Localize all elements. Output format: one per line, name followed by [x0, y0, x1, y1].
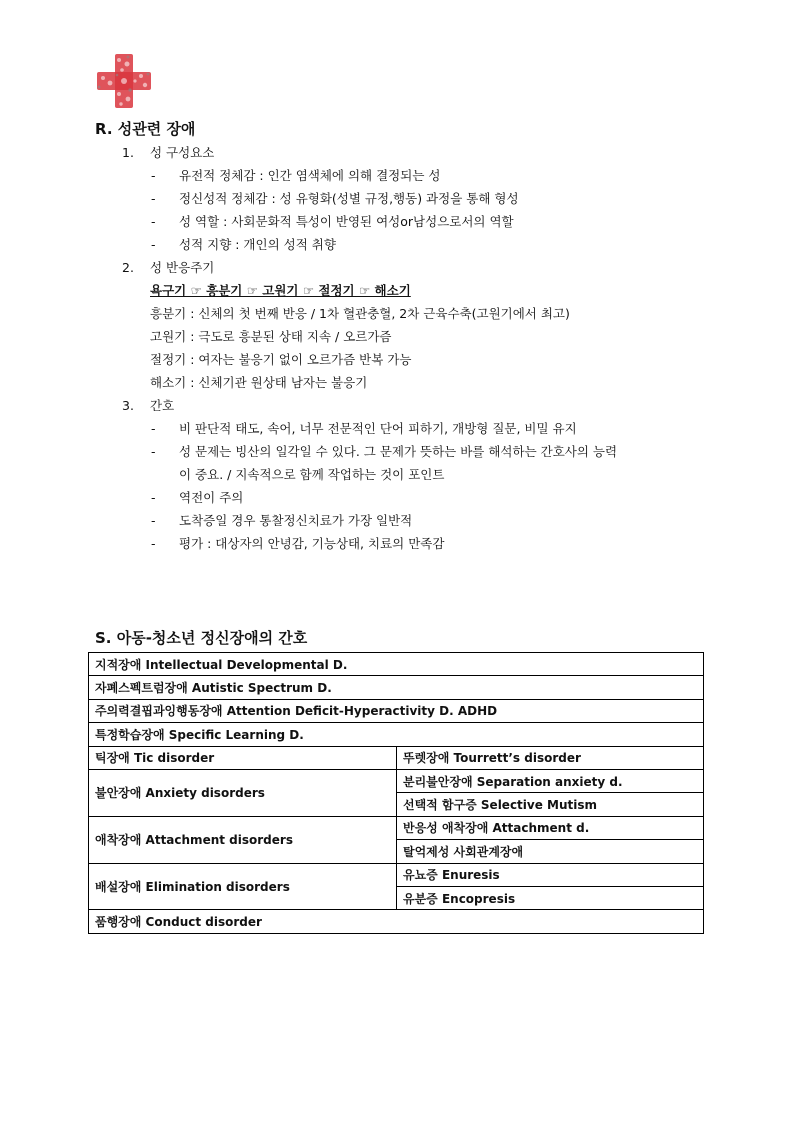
table-cell: 애착장애 Attachment disorders: [89, 816, 397, 863]
item3-bullet: 평가 : 대상자의 안녕감, 기능상태, 치료의 만족감: [179, 536, 445, 551]
bullet-dash: -: [151, 490, 156, 505]
table-row: [89, 816, 704, 839]
item3-bullet: 도착증일 경우 통찰정신치료가 가장 일반적: [179, 513, 413, 528]
table-row: [89, 769, 704, 792]
table-cell: 배설장애 Elimination disorders: [89, 863, 397, 910]
item3-bullet: 역전이 주의: [179, 490, 244, 505]
section-r-title: R. 성관련 장애: [95, 120, 196, 138]
table-cell: 반응성 애착장애 Attachment d.: [397, 816, 704, 839]
table-cell: 분리불안장애 Separation anxiety d.: [397, 769, 704, 792]
cycle-line: 흥분기 : 신체의 첫 번째 반응 / 1차 혈관충혈, 2차 근육수축(고원기에서 최고): [150, 306, 570, 321]
bullet-dash: -: [151, 191, 156, 206]
item1-bullet: 성 역할 : 사회문화적 특성이 반영된 여성or남성으로서의 역할: [179, 214, 514, 229]
item1-bullet: 정신성적 정체감 : 성 유형화(성별 규정,행동) 과정을 통해 형성: [179, 191, 519, 206]
table-row: [89, 699, 704, 722]
table-row: [89, 746, 704, 769]
table-cell: 자폐스펙트럼장애 Autistic Spectrum D.: [89, 676, 704, 699]
item2-label: 성 반응주기: [150, 260, 215, 275]
item1-bullet: 유전적 정체감 : 인간 염색체에 의해 결정되는 성: [179, 168, 441, 183]
cycle-line: 절정기 : 여자는 불응기 없이 오르가즘 반복 가능: [150, 352, 412, 367]
item2-number: 2.: [122, 260, 134, 275]
bullet-dash: -: [151, 237, 156, 252]
bullet-dash: -: [151, 536, 156, 551]
table-cell: 탈억제성 사회관계장애: [397, 840, 704, 863]
table-cell: 특정학습장애 Specific Learning D.: [89, 723, 704, 746]
disorder-table: [88, 652, 704, 934]
bullet-dash: -: [151, 444, 156, 459]
item3-bullet: 성 문제는 빙산의 일각일 수 있다. 그 문제가 뜻하는 바를 해석하는 간호사의 능력: [179, 444, 618, 459]
item1-label: 성 구성요소: [150, 145, 215, 160]
table-cell: 불안장애 Anxiety disorders: [89, 769, 397, 816]
table-cell: 선택적 함구증 Selective Mutism: [397, 793, 704, 816]
item3-bullet: 비 판단적 태도, 속어, 너무 전문적인 단어 피하기, 개방형 질문, 비밀 유지: [179, 421, 577, 436]
table-row: [89, 723, 704, 746]
table-cell: 틱장애 Tic disorder: [89, 746, 397, 769]
table-row: [89, 653, 704, 676]
table-cell: 지적장애 Intellectual Developmental D.: [89, 653, 704, 676]
bullet-dash: -: [151, 421, 156, 436]
table-row: [89, 863, 704, 886]
bullet-dash: -: [151, 513, 156, 528]
table-cell: 품행장애 Conduct disorder: [89, 910, 704, 933]
item3-bullet-continuation: 이 중요. / 지속적으로 함께 작업하는 것이 포인트: [179, 467, 445, 482]
bullet-dash: -: [151, 214, 156, 229]
cycle-line: 해소기 : 신체기관 원상태 남자는 불응기: [150, 375, 368, 390]
cycle-line: 고원기 : 극도로 흥분된 상태 지속 / 오르가즘: [150, 329, 392, 344]
table-cell: 주의력결핍과잉행동장애 Attention Deficit-Hyperactivity D. ADHD: [89, 699, 704, 722]
table-row: [89, 676, 704, 699]
table-row: [89, 910, 704, 933]
section-s-title: S. 아동-청소년 정신장애의 간호: [95, 629, 308, 647]
bullet-dash: -: [151, 168, 156, 183]
response-cycle: 욕구기 ☞ 흥분기 ☞ 고원기 ☞ 절정기 ☞ 해소기: [150, 283, 411, 298]
item1-number: 1.: [122, 145, 134, 160]
table-cell: 유분증 Encopresis: [397, 886, 704, 909]
table-cell: 뚜렛장애 Tourrett’s disorder: [397, 746, 704, 769]
item3-number: 3.: [122, 398, 134, 413]
medical-cross-logo: [95, 52, 153, 110]
item3-label: 간호: [150, 398, 175, 413]
table-cell: 유뇨증 Enuresis: [397, 863, 704, 886]
item1-bullet: 성적 지향 : 개인의 성적 취향: [179, 237, 336, 252]
